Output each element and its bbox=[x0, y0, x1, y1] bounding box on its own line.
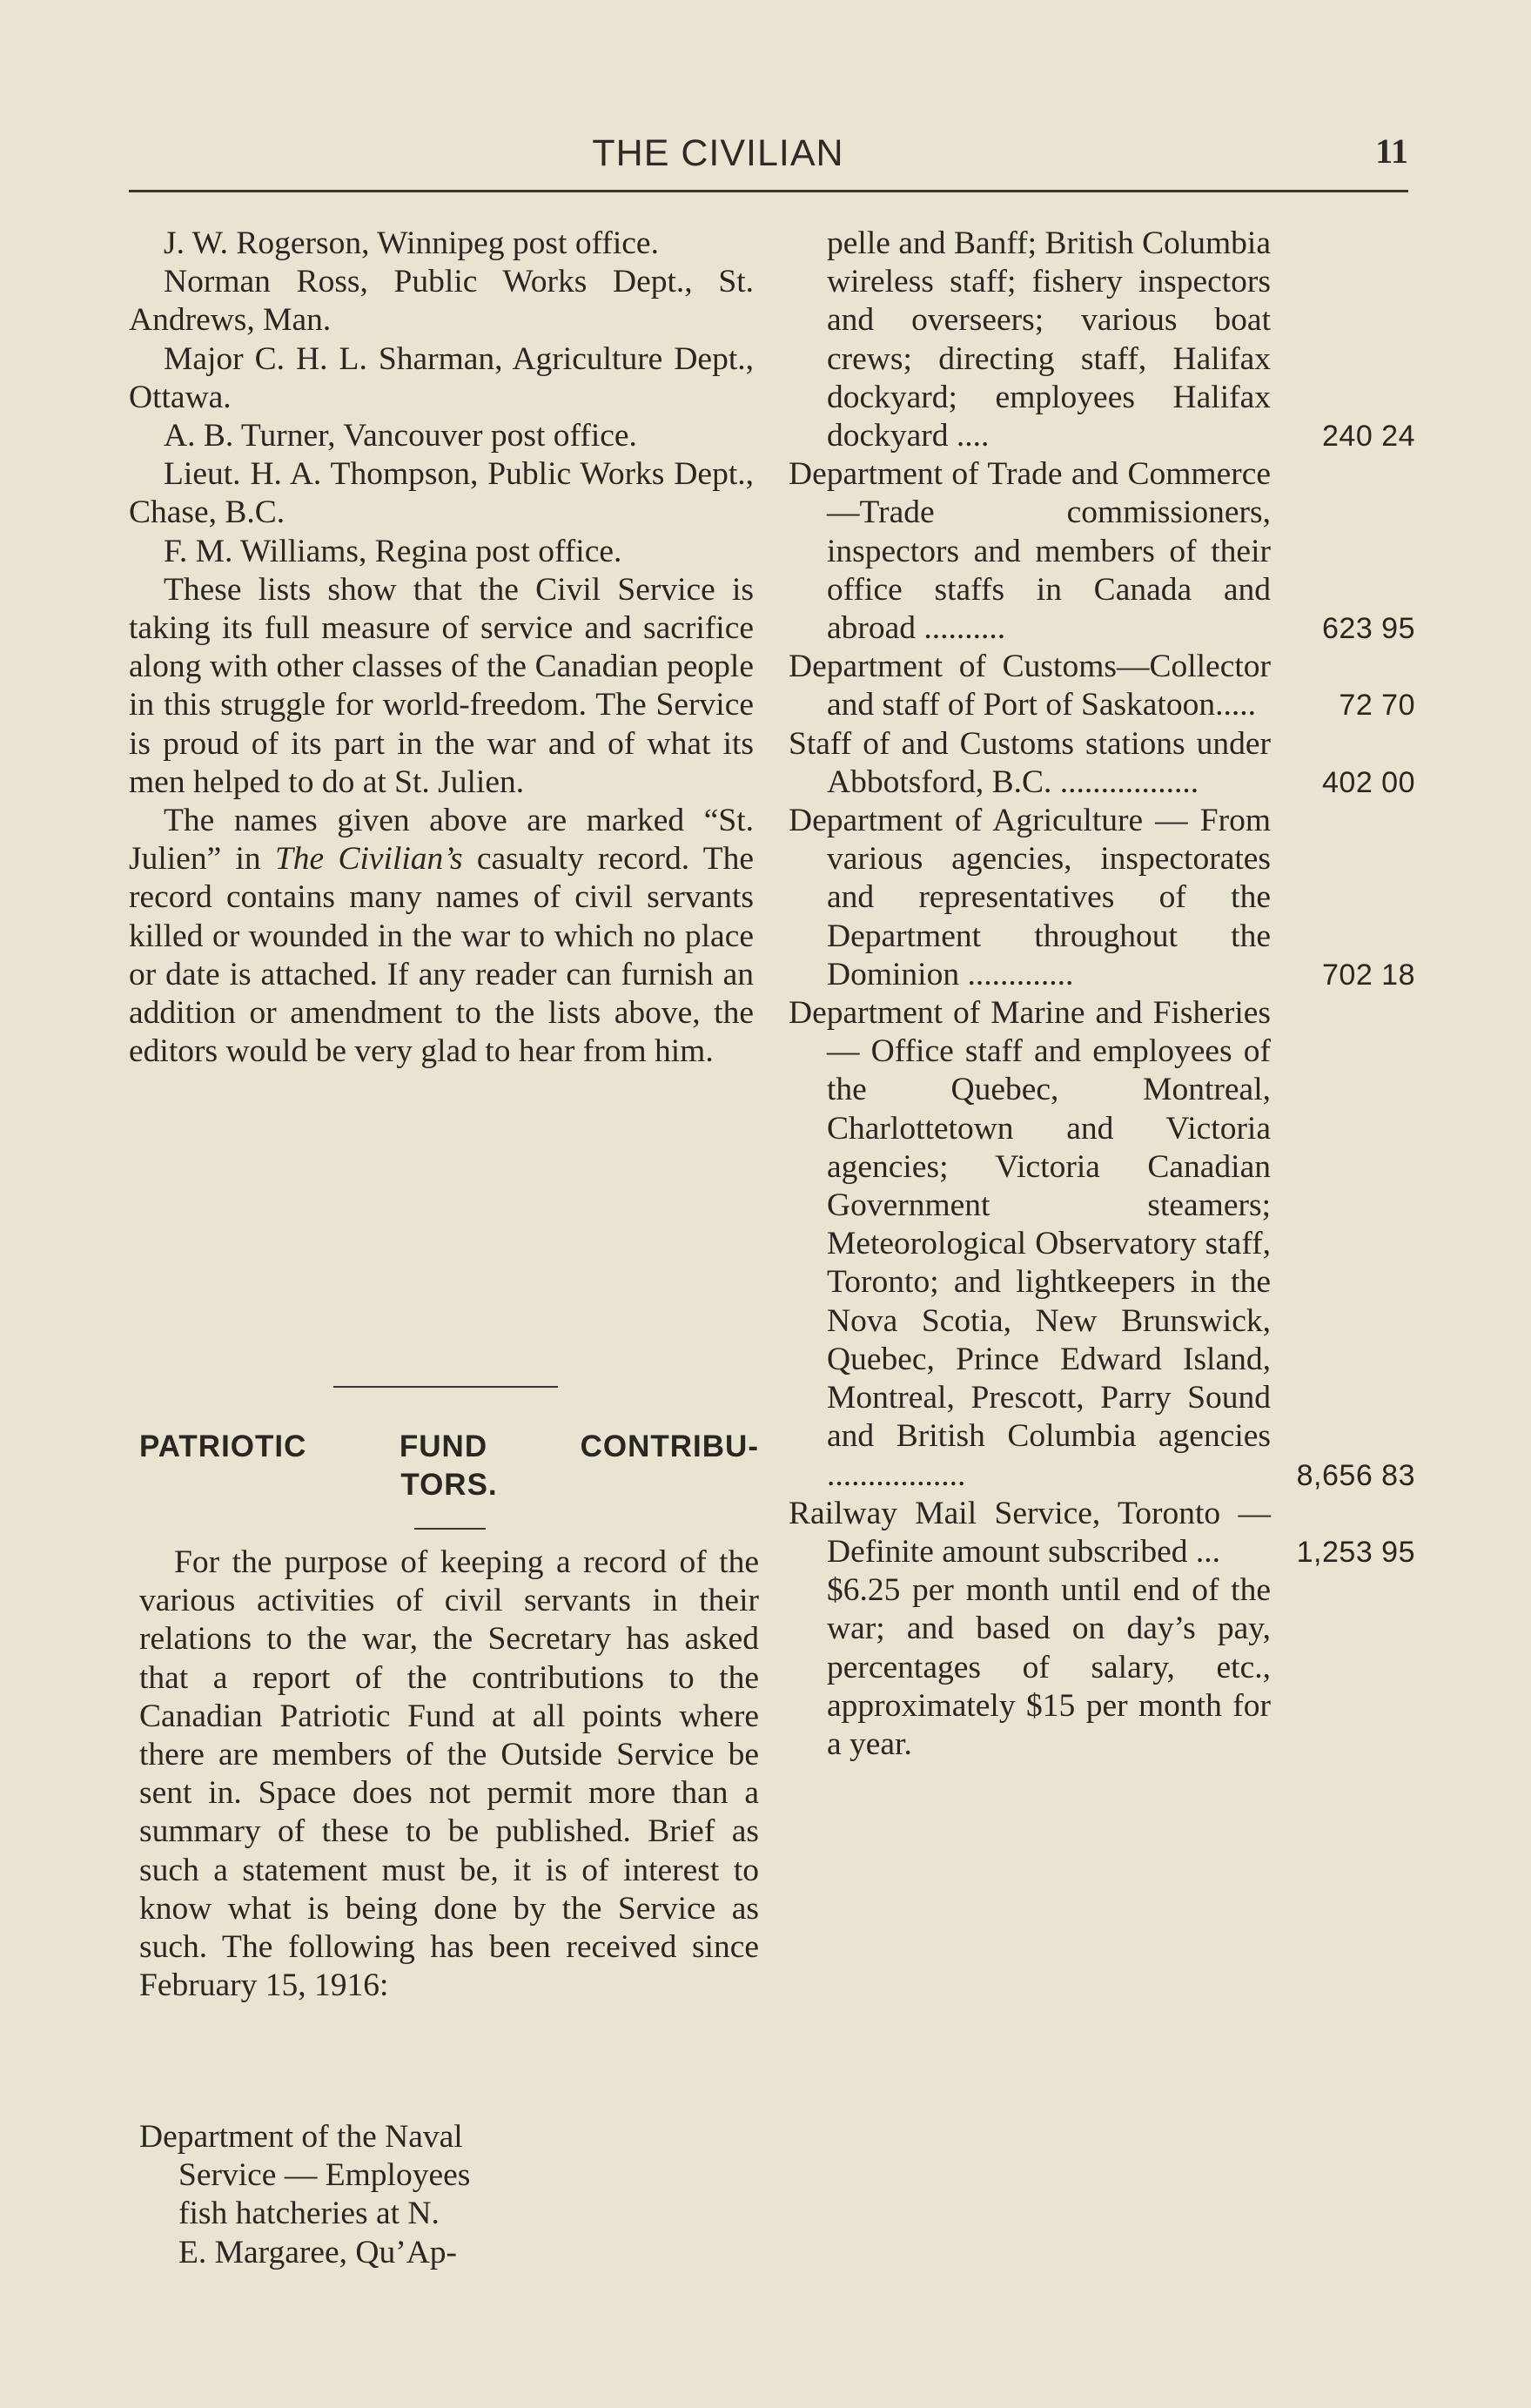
contribution-amount: 402 00 bbox=[1322, 765, 1415, 799]
contribution-amount: 702 18 bbox=[1322, 958, 1415, 992]
page-number: 11 bbox=[1375, 131, 1408, 171]
contribution-entry: Department of Trade and Commerce—Trade commissioners, inspectors and members of their office staffs in Canada and abroad .......... 623 95 bbox=[789, 455, 1415, 648]
list-item: J. W. Rogerson, Winnipeg post office. bbox=[164, 225, 659, 261]
list-item: Lieut. H. A. Thompson, Public Works Dept., Chase, B.C. bbox=[129, 456, 754, 531]
contribution-entry: Railway Mail Service, Toronto — Definite amount subscribed ... 1,253 95 bbox=[789, 1495, 1415, 1571]
page-title: THE CIVILIAN bbox=[592, 132, 844, 174]
contribution-entry: Staff of and Customs stations under Abbotsford, B.C. ................. 402 00 bbox=[789, 725, 1415, 802]
heading-divider bbox=[414, 1528, 486, 1530]
list-item: A. B. Turner, Vancouver post office. bbox=[164, 418, 637, 454]
intro-paragraph: For the purpose of keeping a record of the various activities of civil servants in their relations to the war, the Secretary has asked that a report of the contributions to the Canadian Patriotic Fund at all points where there are members of the Outside Service be sent in. Space does not permit more than a summary of these to be published. Brief as such a statement must be, it is of interest to know what is being done by the Service as such. The following has been received since February 15, 1916: bbox=[139, 1544, 759, 2004]
list-item: Major C. H. L. Sharman, Agriculture Dept., Ottawa. bbox=[129, 340, 754, 415]
publication-name: The Civilian’s bbox=[274, 841, 463, 878]
contribution-entry: pelle and Banff; British Columbia wireless staff; fishery inspectors and overseers; various boat crews; directing staff, Halifax dockyard; employees Halifax dockyard .... 240 24 bbox=[789, 225, 1415, 455]
section-heading: PATRIOTIC FUND CONTRIBU- TORS. bbox=[139, 1429, 759, 1502]
naval-entry: Department of the Naval Service — Employees fish hatcheries at N. E. Margaree, Qu’Ap- bbox=[139, 2119, 471, 2270]
left-column-top bbox=[129, 225, 754, 1071]
contribution-entry: Department of Marine and Fisheries — Office staff and employees of the Quebec, Montreal, Charlottetown and Victoria agencies; Victoria Canadian Government steamers; Meteorological Observatory staff, Toronto; and lightkeepers in the Nova Scotia, New Brunswick, Quebec, Prince Edward Island, Montreal, Prescott, Parry Sound and British Columbia agencies ................. 8,656 83 bbox=[789, 994, 1415, 1495]
contribution-amount: 1,253 95 bbox=[1296, 1535, 1415, 1569]
paragraph: The names given above are marked “St. Julien” in The Civilian’s casualty record. The record contains many names of civil servants killed or wounded in the war to which no place or date is attached. If any reader can furnish an addition or amendment to the lists above, the editors would be very glad to hear from him. bbox=[129, 803, 754, 1070]
list-item: Norman Ross, Public Works Dept., St. Andrews, Man. bbox=[129, 264, 754, 339]
section-divider bbox=[333, 1386, 558, 1388]
railway-details: $6.25 per month until end of the war; and based on day’s pay, percentages of salary, etc., approximately $15 per month for a year. bbox=[827, 1572, 1271, 1762]
contribution-amount: 72 70 bbox=[1339, 689, 1415, 723]
header-rule bbox=[129, 190, 1408, 192]
contribution-entry: Department of Agriculture — From various agencies, inspectorates and representatives of the Department throughout the Dominion ............. 702 18 bbox=[789, 802, 1415, 994]
paragraph: These lists show that the Civil Service is taking its full measure of service and sacrifice along with other classes of the Canadian people in this struggle for world-freedom. The Service is proud of its part in the war and of what its men helped to do at St. Julien. bbox=[129, 571, 754, 800]
list-item: F. M. Williams, Regina post office. bbox=[164, 533, 622, 569]
contribution-amount: 623 95 bbox=[1322, 612, 1415, 646]
right-column bbox=[789, 225, 1415, 1764]
contribution-amount: 8,656 83 bbox=[1296, 1458, 1415, 1492]
contribution-amount: 240 24 bbox=[1322, 420, 1415, 454]
contribution-entry: Department of Customs—Collector and staff of Port of Saskatoon..... 72 70 bbox=[789, 648, 1415, 724]
